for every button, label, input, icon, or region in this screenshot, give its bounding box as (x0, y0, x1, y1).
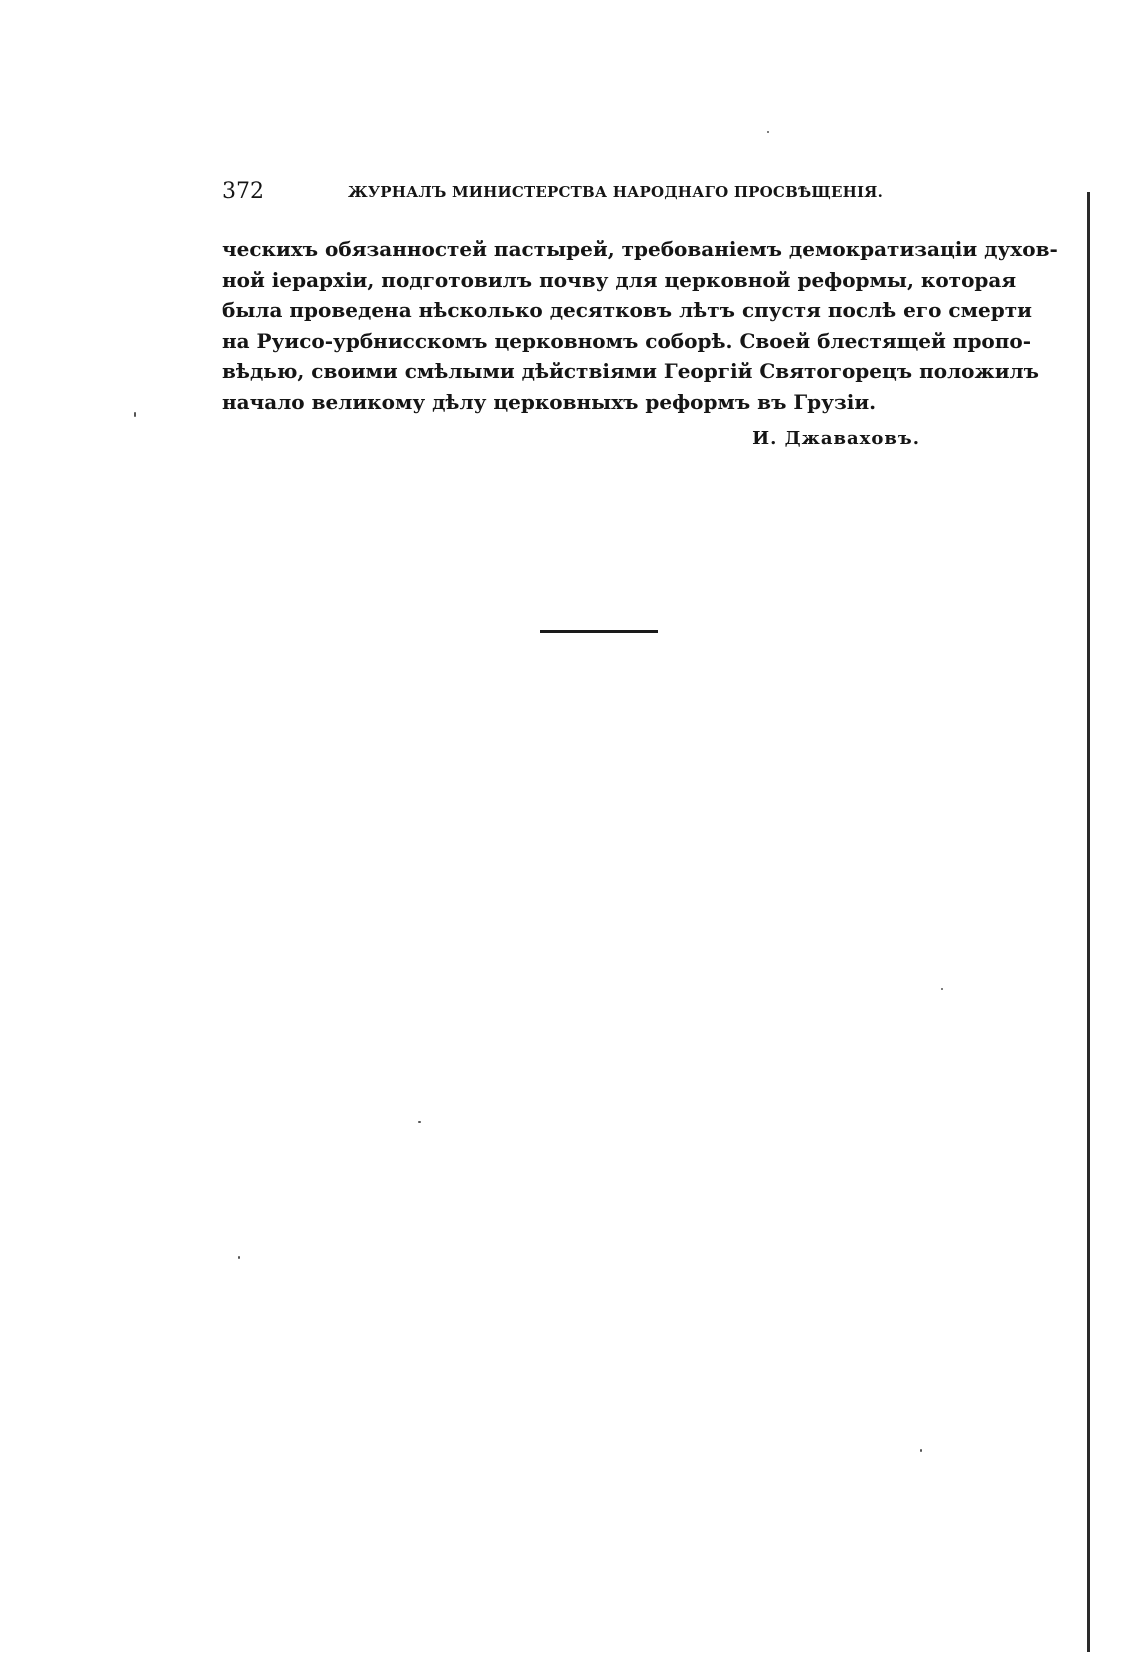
scan-speck (941, 988, 943, 990)
scan-speck (418, 1121, 421, 1123)
text-line: начало великому дѣлу церковныхъ реформъ въ Грузіи. (222, 389, 877, 414)
running-head: ЖУРНАЛЪ МИНИСТЕРСТВА НАРОДНАГО ПРОСВѢЩЕНІЯ. (348, 183, 884, 201)
scan-speck (238, 1256, 240, 1259)
scan-speck (134, 412, 136, 417)
scan-speck (767, 131, 769, 133)
text-line: была проведена нѣсколько десятковъ лѣтъ спустя послѣ его смерти (222, 298, 1032, 322)
text-line: ческихъ обязанностей пастырей, требованіемъ демократизаціи духов- (222, 237, 1058, 261)
page-number: 372 (222, 179, 264, 204)
text-line: вѣдью, своими смѣлыми дѣйствіями Георгій Святогорецъ положилъ (222, 359, 1039, 383)
body-paragraph (222, 234, 1058, 417)
end-rule (540, 630, 658, 633)
page-header (222, 178, 922, 206)
text-line: на Руисо-урбнисскомъ церковномъ соборѣ. Своей блестящей пропо- (222, 328, 1032, 353)
text-line: ной іерархіи, подготовилъ почву для церковной реформы, которая (222, 267, 1017, 292)
author-signature: И. Джаваховъ. (752, 428, 920, 449)
page-edge-line (1087, 192, 1090, 1652)
scan-speck (920, 1449, 922, 1452)
